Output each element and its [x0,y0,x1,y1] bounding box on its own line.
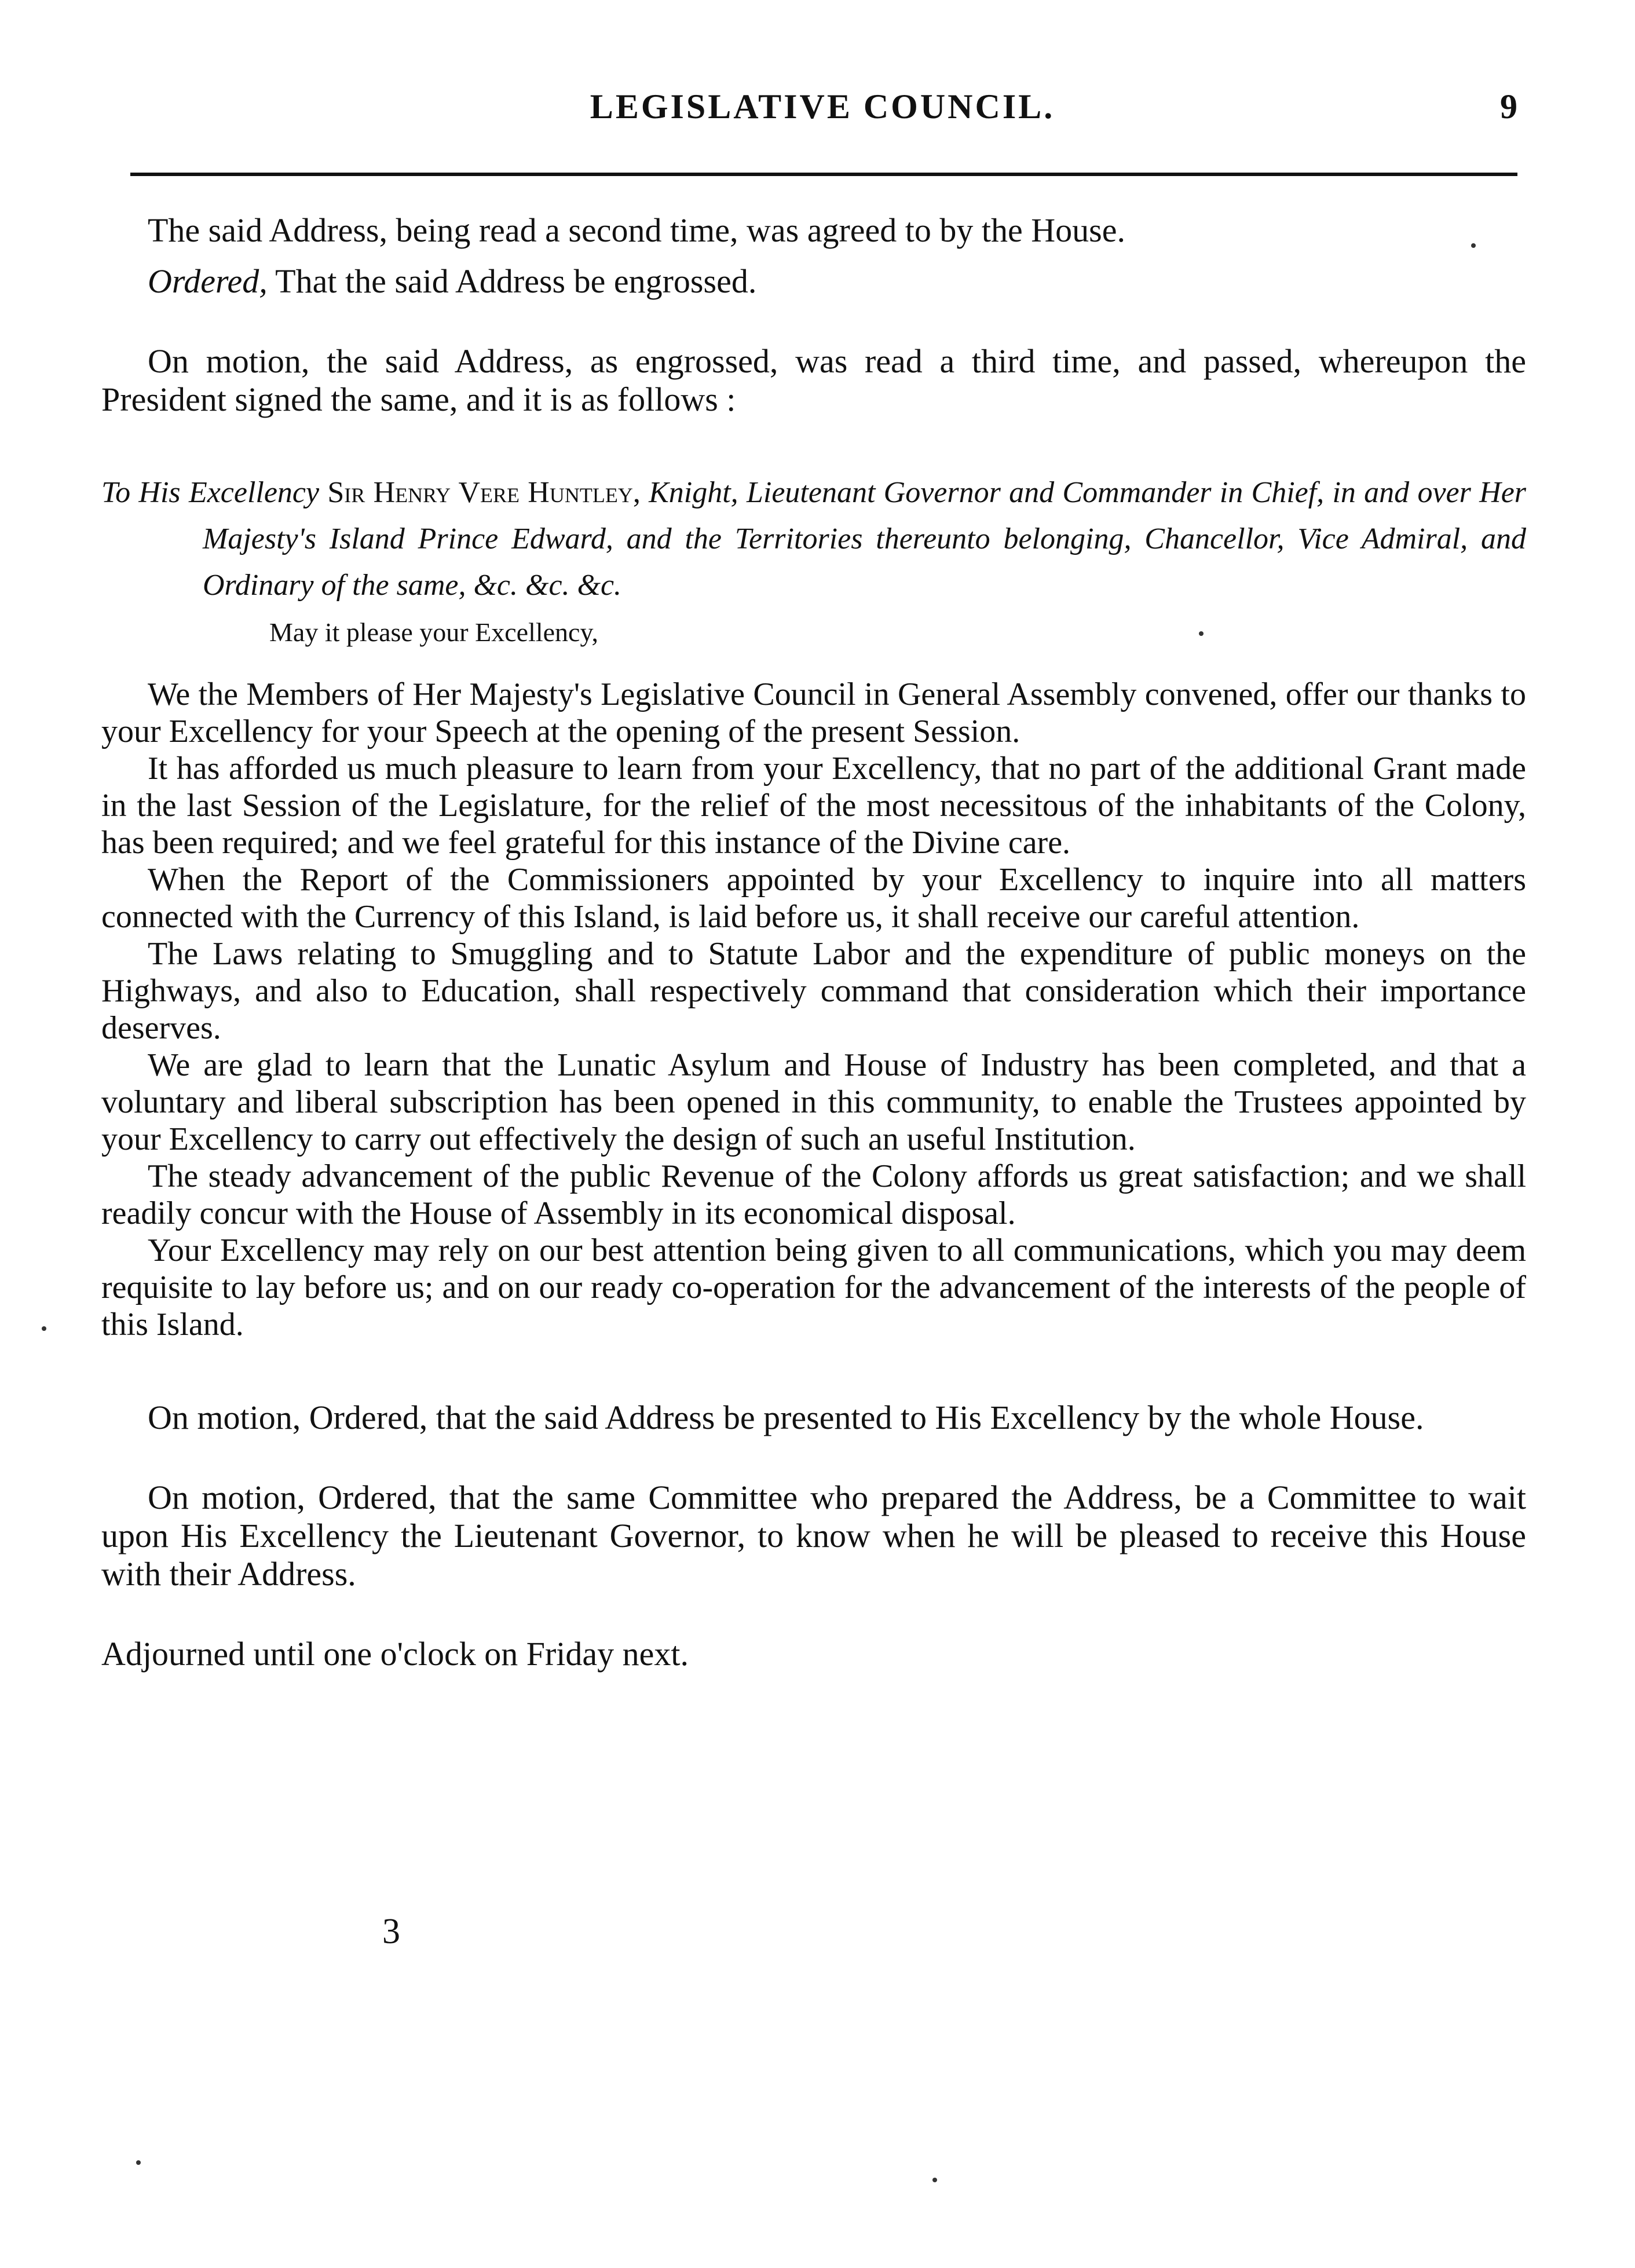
paragraph-ordered-engrossed [101,262,1526,301]
address-body [101,676,1526,1343]
address-paragraph: We are glad to learn that the Lunatic Asylum and House of Industry has been completed, and that a voluntary and liberal subscription has been opened in this community, to enable the Trustees appointed by your Excellency to carry out effectively the design of such an useful Institution. [101,1047,1526,1157]
body-text [101,211,1526,1673]
paragraph-second-reading: The said Address, being read a second time, was agreed to by the House. [148,211,1125,249]
ordered-label: Ordered, [148,262,268,300]
print-speck [932,2178,937,2182]
print-speck [42,1326,46,1331]
salutation: May it please your Excellency, [269,617,598,647]
print-speck [1471,243,1476,248]
running-head-title: LEGISLATIVE COUNCIL. [590,87,1055,126]
paragraph-third-reading: On motion, the said Address, as engrossed, was read a third time, and passed, whereupon the President signed the same, and it is as follows : [101,342,1526,418]
address-addressee [101,470,1526,609]
print-speck [1199,631,1204,636]
page-header [127,81,1517,139]
address-paragraph: Your Excellency may rely on our best attention being given to all communications, which you may deem requisite to lay before us; and on our ready co-operation for the advancement of the interests of the people of this Island. [101,1232,1526,1342]
address-paragraph: When the Report of the Commissioners appointed by your Excellency to inquire into all matters connected with the Currency of this Island, is laid before us, it shall receive our careful attention. [101,862,1526,935]
address-paragraph: It has afforded us much pleasure to learn from your Excellency, that no part of the additional Grant made in the last Session of the Legislature, for the relief of the most necessitous of the inhabitants of the Colony, has been required; and we feel grateful for this instance of the Divine care. [101,751,1526,861]
addressee-name: Sir Henry Vere Huntley, [327,476,641,509]
addressee-titles: Knight, Lieutenant Governor and Commander in Chief, in and over Her Majesty's Island Prince Edward, and the Territories thereunto belonging, Chancellor, Vice Admiral, and Ordinary of the same, &c. &c. &c. [203,476,1527,602]
adjournment-line: Adjourned until one o'clock on Friday next. [101,1635,689,1673]
addressee-prefix: To His Excellency [101,476,328,509]
address-paragraph: We the Members of Her Majesty's Legislative Council in General Assembly convened, offer our thanks to your Excellency for your Speech at the opening of the present Session. [101,676,1526,749]
address-paragraph: The Laws relating to Smuggling and to Statute Labor and the expenditure of public moneys on the Highways, and also to Education, shall respectively command that consideration which their importance deserves. [101,936,1526,1046]
page-number: 9 [1500,87,1517,126]
print-speck [136,2160,141,2165]
header-rule [130,173,1517,176]
ordered-text: That the said Address be engrossed. [267,262,757,300]
paragraph-presented: On motion, Ordered, that the said Address be presented to His Excellency by the whole House. [148,1399,1424,1436]
paragraph-committee: On motion, Ordered, that the same Committee who prepared the Address, be a Committee to wait upon His Excellency the Lieutenant Governor, to know when he will be pleased to receive this House with their Address. [101,1479,1526,1593]
signature-mark: 3 [382,1912,400,1951]
address-paragraph: The steady advancement of the public Revenue of the Colony affords us great satisfaction; and we shall readily concur with the House of Assembly in its economical disposal. [101,1158,1526,1231]
